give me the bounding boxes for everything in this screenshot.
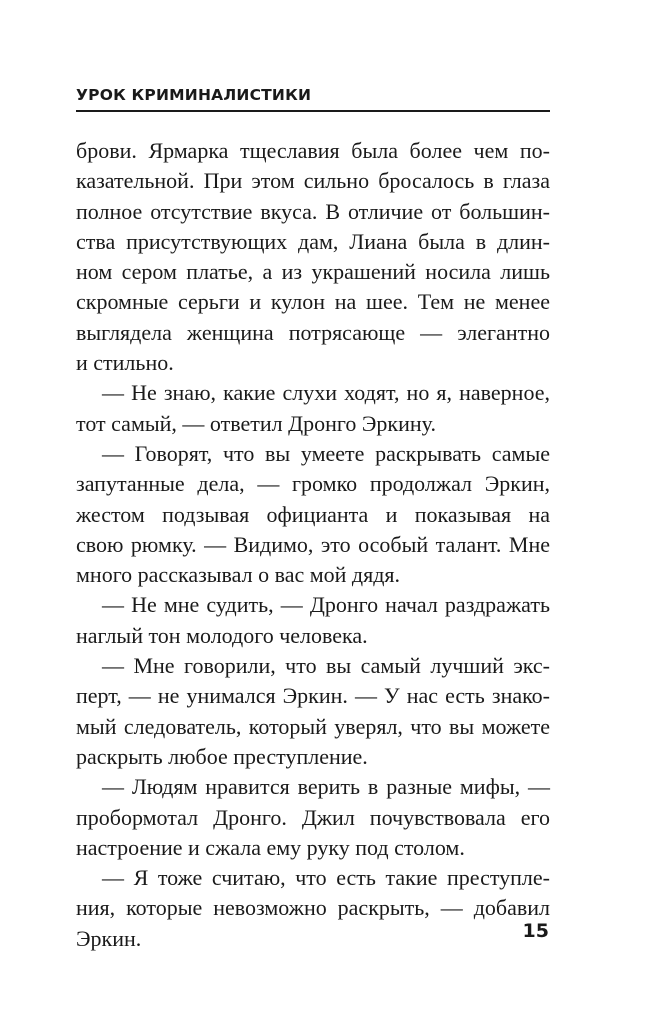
text-line: выглядела женщина потрясающе — элегантно [76,319,550,345]
text-line: полное отсутствие вкуса. В отличие от большин- [76,198,550,224]
text-line: — Мне говорили, что вы самый лучший экс- [102,653,550,679]
text-line: — Я тоже считаю, что есть такие преступле- [102,865,550,891]
page-number: 15 [522,920,549,942]
paragraph [76,772,550,863]
paragraph [76,136,550,378]
paragraph [76,590,550,651]
page-header [76,86,550,112]
text-line: брови. Ярмарка тщеславия была более чем по- [76,138,550,163]
text-line: Эркин. [76,925,142,951]
paragraph [76,378,550,439]
text-line: пробормотал Дронго. Джил почувствовала его [76,804,550,830]
text-line: тот самый, — ответил Дронго Эркину. [76,410,436,436]
paragraph [76,863,550,954]
text-line: свою рюмку. — Видимо, это особый талант. Мне [76,531,550,557]
text-line: и стильно. [76,350,174,376]
text-line: наглый тон молодого человека. [76,622,368,648]
text-line: ном сером платье, а из украшений носила лишь [76,259,550,285]
text-line: раскрыть любое преступление. [76,743,368,769]
text-line: ства присутствующих дам, Лиана была в длин- [76,228,550,254]
text-line: казательной. При этом сильно бросалось в глаза [76,168,550,194]
running-title: УРОК КРИМИНАЛИСТИКИ [76,86,312,104]
text-line: жестом подзывая официанта и показывая на [76,501,550,527]
header-rule [76,110,550,112]
text-line: перт, — не унимался Эркин. — У нас есть знако- [76,683,550,709]
text-line: — Не знаю, какие слухи ходят, но я, наверное, [102,380,550,406]
text-line: — Не мне судить, — Дронго начал раздражать [102,592,550,618]
text-line: запутанные дела, — громко продолжал Эркин, [76,471,550,497]
text-line: — Людям нравится верить в разные мифы, — [102,774,550,800]
paragraph [76,651,550,772]
text-line: много рассказывал о вас мой дядя. [76,562,401,588]
text-line: мый следователь, который уверял, что вы можете [76,713,550,739]
body-text [76,136,550,954]
text-line: ния, которые невозможно раскрыть, — добавил [76,895,550,921]
text-line: — Говорят, что вы умеете раскрывать самые [102,440,550,466]
text-line: настроение и сжала ему руку под столом. [76,834,465,860]
text-line: скромные серьги и кулон на шее. Тем не менее [76,289,550,315]
paragraph [76,439,550,590]
